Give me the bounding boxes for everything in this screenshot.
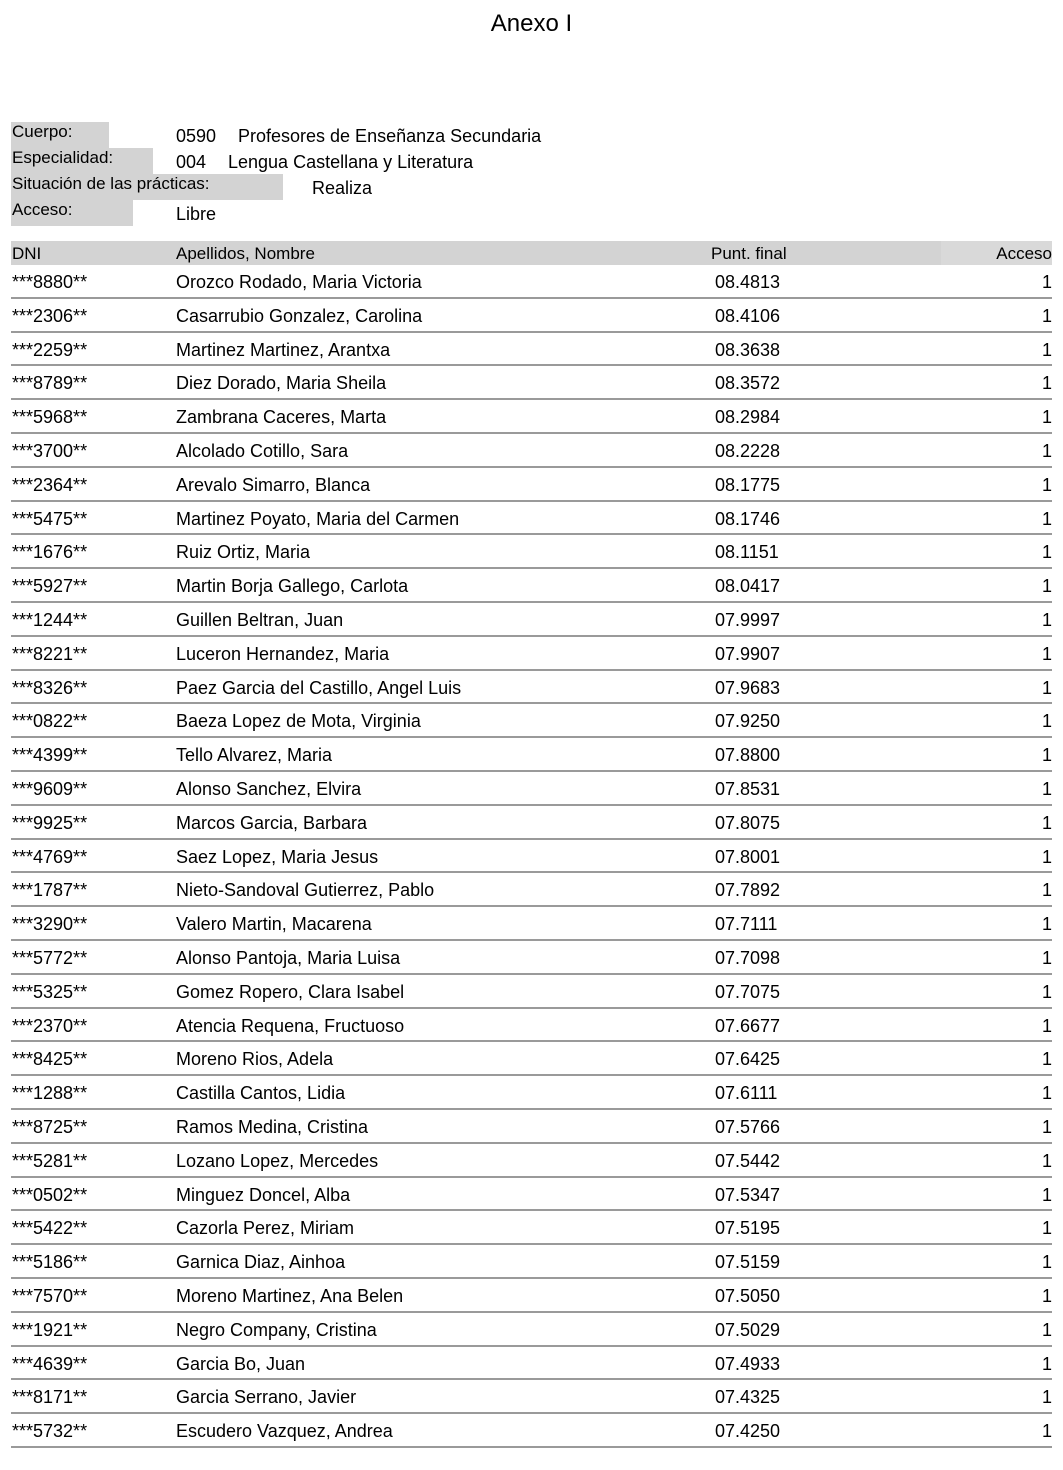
cell-dni: ***0822** (12, 711, 88, 732)
table-row (11, 366, 1052, 400)
cell-dni: ***5325** (12, 981, 88, 1002)
table-row (11, 603, 1052, 637)
cell-access: 1 (1041, 1049, 1052, 1070)
cell-access: 1 (1041, 305, 1052, 326)
cell-access: 1 (1041, 1218, 1052, 1239)
cell-name: Saez Lopez, Maria Jesus (176, 846, 379, 867)
cell-dni: ***1787** (12, 880, 88, 901)
cell-score: 08.4106 (715, 305, 781, 326)
table-row (11, 1245, 1052, 1279)
cell-score: 08.2228 (715, 440, 781, 461)
table-row (11, 1279, 1052, 1313)
meta-situacion-value: Realiza (312, 178, 373, 198)
cell-score: 07.5442 (715, 1150, 781, 1171)
cell-name: Gomez Ropero, Clara Isabel (176, 981, 405, 1002)
cell-name: Garcia Bo, Juan (176, 1353, 306, 1374)
cell-access: 1 (1041, 542, 1052, 563)
cell-dni: ***8725** (12, 1116, 88, 1137)
cell-score: 07.8075 (715, 812, 781, 833)
cell-score: 08.2984 (715, 407, 781, 428)
header-name: Apellidos, Nombre (176, 244, 315, 263)
cell-score: 07.5766 (715, 1116, 781, 1137)
table-row (11, 806, 1052, 840)
cell-dni: ***8425** (12, 1049, 88, 1070)
cell-name: Atencia Requena, Fructuoso (176, 1015, 405, 1036)
cell-score: 07.6111 (715, 1083, 778, 1104)
cell-dni: ***2259** (12, 339, 88, 360)
page-title: Anexo I (490, 10, 573, 37)
meta-cuerpo-code: 0590 (176, 126, 217, 146)
cell-dni: ***5186** (12, 1252, 88, 1273)
cell-dni: ***4769** (12, 846, 88, 867)
cell-dni: ***2306** (12, 305, 88, 326)
cell-name: Casarrubio Gonzalez, Carolina (176, 305, 423, 326)
table-row (11, 1347, 1052, 1381)
cell-access: 1 (1041, 1150, 1052, 1171)
cell-access: 1 (1041, 339, 1052, 360)
cell-access: 1 (1041, 1421, 1052, 1442)
cell-access: 1 (1041, 1353, 1052, 1374)
cell-name: Moreno Martinez, Ana Belen (176, 1285, 404, 1306)
table-row (11, 738, 1052, 772)
cell-name: Guillen Beltran, Juan (176, 609, 344, 630)
table-row (11, 1211, 1052, 1245)
cell-access: 1 (1041, 440, 1052, 461)
table-row (11, 1076, 1052, 1110)
cell-dni: ***5732** (12, 1421, 88, 1442)
cell-dni: ***8326** (12, 677, 88, 698)
cell-access: 1 (1041, 407, 1052, 428)
cell-dni: ***4639** (12, 1353, 88, 1374)
cell-dni: ***0502** (12, 1184, 88, 1205)
results-table (11, 265, 1052, 1448)
cell-name: Alonso Pantoja, Maria Luisa (176, 947, 401, 968)
meta-situacion-label: Situación de las prácticas: (11, 174, 283, 200)
cell-dni: ***9609** (12, 778, 88, 799)
cell-name: Negro Company, Cristina (176, 1319, 377, 1340)
cell-dni: ***5422** (12, 1218, 88, 1239)
cell-score: 07.8800 (715, 745, 781, 766)
cell-score: 08.3572 (715, 373, 781, 394)
cell-score: 07.5195 (715, 1218, 781, 1239)
cell-score: 07.4933 (715, 1353, 781, 1374)
cell-access: 1 (1041, 846, 1052, 867)
cell-score: 07.9907 (715, 643, 781, 664)
meta-especialidad-value: Lengua Castellana y Literatura (228, 152, 474, 172)
cell-access: 1 (1041, 508, 1052, 529)
cell-access: 1 (1041, 474, 1052, 495)
cell-dni: ***7570** (12, 1285, 88, 1306)
cell-score: 07.5050 (715, 1285, 781, 1306)
cell-score: 07.6677 (715, 1015, 781, 1036)
cell-name: Moreno Rios, Adela (176, 1049, 334, 1070)
table-row (11, 907, 1052, 941)
cell-name: Valero Martin, Macarena (176, 914, 372, 935)
cell-score: 07.9997 (715, 609, 781, 630)
cell-score: 07.5159 (715, 1252, 781, 1273)
cell-access: 1 (1041, 1387, 1052, 1408)
table-row (11, 1414, 1052, 1448)
cell-access: 1 (1041, 1319, 1052, 1340)
table-row (11, 671, 1052, 705)
cell-name: Ramos Medina, Cristina (176, 1116, 369, 1137)
cell-score: 07.7111 (715, 914, 778, 935)
table-row (11, 400, 1052, 434)
cell-dni: ***8171** (12, 1387, 88, 1408)
cell-dni: ***9925** (12, 812, 88, 833)
table-row (11, 468, 1052, 502)
cell-score: 07.7892 (715, 880, 781, 901)
cell-name: Cazorla Perez, Miriam (176, 1218, 355, 1239)
table-row (11, 1380, 1052, 1414)
cell-name: Arevalo Simarro, Blanca (176, 474, 371, 495)
table-row (11, 535, 1052, 569)
cell-dni: ***1921** (12, 1319, 88, 1340)
cell-score: 08.4813 (715, 272, 781, 292)
cell-score: 07.7075 (715, 981, 781, 1002)
cell-access: 1 (1041, 1083, 1052, 1104)
cell-name: Garcia Serrano, Javier (176, 1387, 357, 1408)
cell-name: Alonso Sanchez, Elvira (176, 778, 362, 799)
cell-access: 1 (1041, 880, 1052, 901)
table-row (11, 333, 1052, 367)
table-row (11, 502, 1052, 536)
cell-score: 07.7098 (715, 947, 781, 968)
table-row (11, 434, 1052, 468)
meta-especialidad-code: 004 (176, 152, 207, 172)
cell-score: 08.1746 (715, 508, 781, 529)
meta-acceso-value: Libre (176, 204, 217, 224)
cell-name: Marcos Garcia, Barbara (176, 812, 368, 833)
cell-access: 1 (1041, 981, 1052, 1002)
cell-name: Escudero Vazquez, Andrea (176, 1421, 393, 1442)
cell-dni: ***5475** (12, 508, 88, 529)
cell-name: Castilla Cantos, Lidia (176, 1083, 346, 1104)
header-score: Punt. final (711, 244, 787, 263)
cell-score: 07.5029 (715, 1319, 781, 1340)
cell-name: Diez Dorado, Maria Sheila (176, 373, 387, 394)
table-row (11, 975, 1052, 1009)
cell-dni: ***1288** (12, 1083, 88, 1104)
cell-name: Baeza Lopez de Mota, Virginia (176, 711, 421, 732)
cell-score: 08.1151 (715, 542, 779, 563)
cell-access: 1 (1041, 778, 1052, 799)
table-row (11, 299, 1052, 333)
cell-dni: ***3290** (12, 914, 88, 935)
table-row (11, 772, 1052, 806)
table-row (11, 941, 1052, 975)
table-row (11, 569, 1052, 603)
cell-access: 1 (1041, 1285, 1052, 1306)
cell-access: 1 (1041, 1184, 1052, 1205)
cell-score: 07.4250 (715, 1421, 781, 1442)
cell-dni: ***4399** (12, 745, 88, 766)
meta-cuerpo-label: Cuerpo: (11, 122, 109, 148)
table-row (11, 637, 1052, 671)
header-access: Acceso (996, 244, 1052, 263)
cell-dni: ***8789** (12, 373, 88, 394)
cell-score: 07.6425 (715, 1049, 781, 1070)
cell-access: 1 (1041, 1015, 1052, 1036)
meta-acceso-label: Acceso: (11, 200, 133, 226)
cell-score: 08.1775 (715, 474, 781, 495)
cell-dni: ***8221** (12, 643, 88, 664)
cell-name: Martinez Poyato, Maria del Carmen (176, 508, 460, 529)
cell-score: 07.4325 (715, 1387, 781, 1408)
cell-score: 07.8001 (715, 846, 781, 867)
table-header (11, 241, 1052, 265)
cell-dni: ***8880** (12, 272, 88, 292)
cell-name: Martin Borja Gallego, Carlota (176, 576, 409, 597)
cell-dni: ***2370** (12, 1015, 88, 1036)
header-dni: DNI (12, 244, 42, 263)
cell-name: Luceron Hernandez, Maria (176, 643, 390, 664)
cell-name: Martinez Martinez, Arantxa (176, 339, 391, 360)
cell-name: Ruiz Ortiz, Maria (176, 542, 311, 563)
table-row (11, 873, 1052, 907)
cell-access: 1 (1041, 643, 1052, 664)
cell-access: 1 (1041, 373, 1052, 394)
meta-especialidad-label: Especialidad: (11, 148, 153, 174)
table-row (11, 840, 1052, 874)
meta-cuerpo-value: Profesores de Enseñanza Secundaria (238, 126, 542, 146)
cell-score: 07.5347 (715, 1184, 781, 1205)
table-row (11, 1178, 1052, 1212)
cell-score: 08.0417 (715, 576, 781, 597)
cell-dni: ***3700** (12, 440, 88, 461)
cell-access: 1 (1041, 711, 1052, 732)
cell-name: Nieto-Sandoval Gutierrez, Pablo (176, 880, 435, 901)
cell-dni: ***5968** (12, 407, 88, 428)
cell-access: 1 (1041, 812, 1052, 833)
cell-dni: ***5927** (12, 576, 88, 597)
cell-access: 1 (1041, 609, 1052, 630)
cell-name: Paez Garcia del Castillo, Angel Luis (176, 677, 462, 698)
cell-dni: ***5772** (12, 947, 88, 968)
table-row (11, 1009, 1052, 1043)
cell-access: 1 (1041, 947, 1052, 968)
table-row (11, 1042, 1052, 1076)
cell-score: 07.9250 (715, 711, 781, 732)
cell-score: 07.9683 (715, 677, 781, 698)
cell-access: 1 (1041, 576, 1052, 597)
table-row (11, 1110, 1052, 1144)
cell-access: 1 (1041, 1116, 1052, 1137)
cell-name: Alcolado Cotillo, Sara (176, 440, 349, 461)
cell-access: 1 (1041, 677, 1052, 698)
table-row (11, 1313, 1052, 1347)
cell-access: 1 (1041, 1252, 1052, 1273)
cell-name: Tello Alvarez, Maria (176, 745, 333, 766)
cell-access: 1 (1041, 745, 1052, 766)
cell-name: Lozano Lopez, Mercedes (176, 1150, 379, 1171)
cell-access: 1 (1041, 914, 1052, 935)
cell-dni: ***2364** (12, 474, 88, 495)
cell-score: 08.3638 (715, 339, 781, 360)
table-row (11, 1144, 1052, 1178)
cell-score: 07.8531 (715, 778, 781, 799)
cell-dni: ***1676** (12, 542, 88, 563)
cell-dni: ***5281** (12, 1150, 88, 1171)
table-row (11, 265, 1052, 299)
cell-name: Garnica Diaz, Ainhoa (176, 1252, 346, 1273)
cell-name: Minguez Doncel, Alba (176, 1184, 351, 1205)
cell-name: Orozco Rodado, Maria Victoria (176, 272, 422, 292)
cell-dni: ***1244** (12, 609, 88, 630)
table-row (11, 704, 1052, 738)
cell-name: Zambrana Caceres, Marta (176, 407, 387, 428)
cell-access: 1 (1041, 272, 1052, 292)
